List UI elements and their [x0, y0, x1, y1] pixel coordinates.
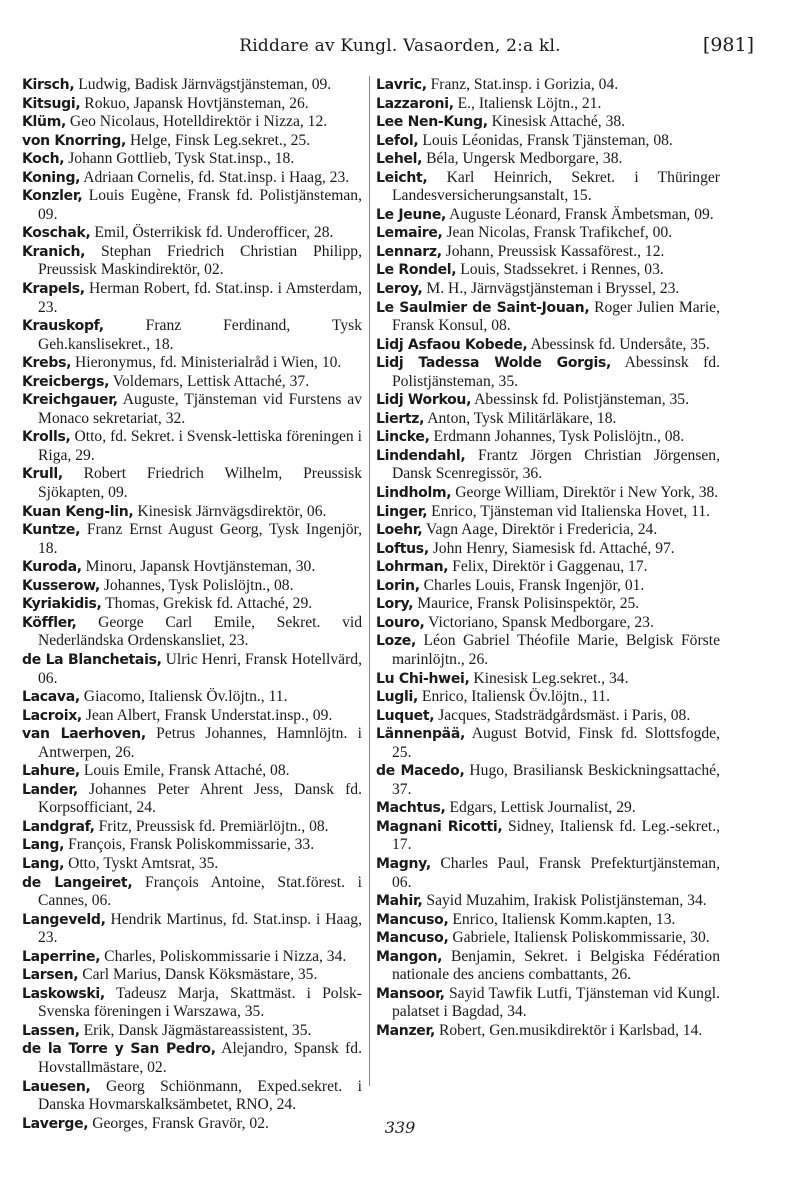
list-item — [22, 1078, 362, 1115]
list-item — [22, 874, 362, 911]
entry-name: Lacava, — [22, 689, 80, 706]
entry-name: Lincke, — [376, 429, 430, 446]
entry-details: E., Italiensk Löjtn., 21. — [453, 94, 602, 112]
entry-name: Le Jeune, — [376, 206, 447, 223]
list-item — [376, 577, 720, 596]
entry-details: Thomas, Grekisk fd. Attaché, 29. — [101, 595, 313, 613]
entry-details: Erik, Dansk Jägmästareassistent, 35. — [79, 1021, 312, 1039]
entry-details: Geo Nicolaus, Hotelldirektör i Nizza, 12. — [66, 113, 328, 131]
list-item — [22, 595, 362, 614]
entry-details: Anton, Tysk Militärläkare, 18. — [424, 409, 617, 427]
entry-name: Kusserow, — [22, 577, 100, 594]
entry-name: Kirsch, — [22, 77, 75, 93]
list-item — [22, 781, 362, 818]
entry-details: Ulric Henri, Fransk Hotellvärd, 06. — [38, 650, 362, 687]
entry-details: Georges, Fransk Gravör, 02. — [88, 1114, 269, 1132]
entry-name: Laperrine, — [22, 948, 101, 965]
list-item — [22, 521, 362, 558]
list-item — [22, 985, 362, 1022]
list-item — [22, 725, 362, 762]
list-item — [22, 762, 362, 781]
list-item — [22, 391, 362, 428]
list-item — [376, 280, 720, 299]
entry-details: John Henry, Siamesisk fd. Attaché, 97. — [428, 539, 675, 557]
list-item — [22, 818, 362, 837]
list-item — [376, 206, 720, 225]
list-item — [376, 948, 720, 985]
entry-name: de Langeiret, — [22, 874, 133, 891]
list-item — [376, 892, 720, 911]
entry-details: Ludwig, Badisk Järnvägstjänsteman, 09. — [74, 76, 332, 93]
entry-name: Larsen, — [22, 967, 79, 984]
entry-name: Mancuso, — [376, 930, 449, 947]
entry-name: Krebs, — [22, 355, 72, 372]
list-item — [376, 95, 720, 114]
entry-name: Langeveld, — [22, 911, 106, 928]
entry-name: Konzler, — [22, 188, 83, 205]
entry-name: Lugli, — [376, 689, 419, 706]
entry-details: Kinesisk Attaché, 38. — [487, 113, 626, 131]
entry-name: Loftus, — [376, 540, 429, 557]
entry-details: Sayid Muzahim, Irakisk Polistjänsteman, 34. — [422, 892, 707, 910]
entry-name: Kitsugi, — [22, 95, 81, 112]
list-item — [22, 95, 362, 114]
entry-details: Abessinsk fd. Undersåte, 35. — [527, 335, 710, 353]
list-item — [376, 911, 720, 930]
entry-details: Erdmann Johannes, Tysk Polislöjtn., 08. — [429, 428, 685, 446]
entry-details: Roger Julien Marie, Fransk Konsul, 08. — [392, 298, 720, 335]
entry-name: Lazzaroni, — [376, 95, 454, 112]
entry-name: Lee Nen-Kung, — [376, 114, 488, 131]
running-title: Riddare av Kungl. Vasaorden, 2:a kl. — [239, 36, 561, 56]
entry-name: Klüm, — [22, 114, 67, 131]
list-item — [376, 929, 720, 948]
entry-details: Giacomo, Italiensk Öv.löjtn., 11. — [79, 688, 288, 706]
list-item — [376, 336, 720, 355]
list-item — [22, 558, 362, 577]
entry-details: Maurice, Fransk Polisinspektör, 25. — [413, 595, 640, 613]
list-item — [22, 651, 362, 688]
list-item — [22, 465, 362, 502]
entry-details: Jacques, Stadsträdgårdsmäst. i Paris, 08. — [434, 706, 691, 724]
list-item — [376, 76, 720, 95]
entry-details: Fritz, Preussisk fd. Premiärlöjtn., 08. — [94, 817, 329, 835]
list-item — [376, 614, 720, 633]
entry-name: de la Torre y San Pedro, — [22, 1041, 216, 1058]
entry-name: Lemaire, — [376, 225, 443, 242]
entry-name: Kreicbergs, — [22, 373, 110, 390]
entry-name: Laverge, — [22, 1115, 89, 1132]
list-item — [22, 707, 362, 726]
list-item — [376, 540, 720, 559]
entry-name: Lindendahl, — [376, 447, 466, 464]
entry-details: Johannes, Tysk Polislöjtn., 08. — [99, 576, 294, 594]
entry-details: Johann, Preussisk Kassaförest., 12. — [441, 242, 665, 260]
entry-name: van Laerhoven, — [22, 726, 146, 743]
entry-details: Kinesisk Järnvägsdirektör, 06. — [133, 502, 327, 520]
list-item — [376, 595, 720, 614]
entry-details: Jean Albert, Fransk Understat.insp., 09. — [81, 706, 333, 724]
entry-details: Frantz Jörgen Christian Jörgensen, Dansk Scenregissör, 36. — [392, 446, 720, 483]
list-item — [22, 1040, 362, 1077]
list-item — [376, 707, 720, 726]
entry-details: Minoru, Japansk Hovtjänsteman, 30. — [81, 558, 316, 576]
list-item — [376, 484, 720, 503]
entry-name: Koschak, — [22, 225, 91, 242]
entry-name: von Knorring, — [22, 132, 127, 149]
list-item — [22, 113, 362, 132]
entry-name: Leicht, — [376, 169, 428, 186]
entry-details: Charles Louis, Fransk Ingenjör, 01. — [419, 576, 645, 594]
entry-details: Hugo, Brasiliansk Beskickningsattaché, 37. — [392, 762, 720, 798]
entry-details: Charles Paul, Fransk Prefekturtjänsteman, 06. — [392, 854, 720, 891]
list-item — [22, 187, 362, 224]
list-item — [376, 985, 720, 1022]
entry-name: Mansoor, — [376, 985, 445, 1002]
entry-details: Otto, Tyskt Amtsrat, 35. — [64, 854, 219, 872]
entry-name: Kranich, — [22, 243, 86, 260]
entry-name: Lidj Asfaou Kobede, — [376, 336, 528, 353]
entry-details: Adriaan Cornelis, fd. Stat.insp. i Haag, 23. — [80, 168, 350, 186]
entry-name: Kreichgauer, — [22, 392, 118, 409]
list-item — [376, 688, 720, 707]
entry-name: de Macedo, — [376, 763, 465, 780]
entry-details: Franz Ferdinand, Tysk Geh.kanslisekret., 18. — [38, 317, 362, 353]
entry-details: Johann Gottlieb, Tysk Stat.insp., 18. — [64, 150, 295, 168]
list-item — [376, 299, 720, 336]
page-number: [981] — [702, 34, 754, 56]
entry-details: Otto, fd. Sekret. i Svensk-lettiska föreningen i Riga, 29. — [38, 428, 362, 464]
list-item — [376, 224, 720, 243]
entry-details: Felix, Direktör i Gaggenau, 17. — [448, 558, 648, 576]
entry-name: Mahir, — [376, 893, 423, 910]
entry-details: Benjamin, Sekret. i Belgiska Fédération nationale des anciens combattants, 26. — [392, 947, 720, 984]
entry-details: Herman Robert, fd. Stat.insp. i Amsterdam, 23. — [38, 280, 362, 316]
entry-name: Manzer, — [376, 1022, 436, 1039]
list-item — [22, 243, 362, 280]
entry-details: Louis Emile, Fransk Attaché, 08. — [79, 762, 290, 780]
entry-name: Leroy, — [376, 281, 423, 298]
list-item — [22, 317, 362, 354]
entry-details: Louis Eugène, Fransk fd. Polistjänsteman, 09. — [38, 187, 362, 223]
entry-name: Krull, — [22, 466, 63, 483]
list-item — [22, 503, 362, 522]
list-item — [22, 966, 362, 985]
list-item — [22, 354, 362, 373]
entry-details: Abessinsk fd. Polistjänsteman, 35. — [471, 391, 690, 409]
entry-details: Auguste Léonard, Fransk Ämbetsman, 09. — [446, 205, 714, 223]
entry-name: Le Saulmier de Saint-Jouan, — [376, 299, 590, 316]
list-item — [376, 521, 720, 540]
entry-name: Lander, — [22, 781, 78, 798]
entry-details: M. H., Järnvägstjänsteman i Bryssel, 23. — [422, 280, 680, 298]
list-item — [376, 632, 720, 669]
entry-name: Landgraf, — [22, 818, 95, 835]
list-item — [376, 762, 720, 799]
entry-details: Franz, Stat.insp. i Gorizia, 04. — [426, 76, 619, 93]
entry-name: de La Blanchetais, — [22, 651, 162, 668]
entry-name: Loehr, — [376, 522, 423, 539]
entry-name: Lännenpää, — [376, 726, 465, 743]
list-item — [22, 169, 362, 188]
entry-name: Köffler, — [22, 614, 77, 631]
entry-details: Stephan Friedrich Christian Philipp, Preussisk Maskindirektör, 02. — [38, 242, 362, 279]
entry-name: Lassen, — [22, 1022, 80, 1039]
entry-name: Machtus, — [376, 800, 446, 817]
entry-name: Laskowski, — [22, 985, 105, 1002]
entry-details: Charles, Poliskommissarie i Nizza, 34. — [100, 947, 347, 965]
list-item — [22, 224, 362, 243]
entry-details: Rokuo, Japansk Hovtjänsteman, 26. — [80, 94, 309, 112]
entry-name: Luquet, — [376, 707, 435, 724]
entry-details: Auguste, Tjänsteman vid Furstens av Monaco sekretariat, 32. — [38, 391, 362, 427]
entry-name: Mancuso, — [376, 911, 449, 928]
entry-name: Kuntze, — [22, 522, 81, 539]
entry-details: Sidney, Italiensk fd. Leg.-sekret., 17. — [392, 817, 720, 854]
list-item — [22, 614, 362, 651]
list-item — [22, 948, 362, 967]
entry-details: Léon Gabriel Théofile Marie, Belgisk Förste marinlöjtn., 26. — [392, 632, 720, 668]
list-item — [376, 725, 720, 762]
list-item — [376, 799, 720, 818]
list-item — [376, 243, 720, 262]
entry-details: Louis Léonidas, Fransk Tjänsteman, 08. — [418, 131, 673, 149]
entry-name: Kuan Keng-lin, — [22, 503, 134, 520]
entry-name: Lu Chi-hwei, — [376, 670, 470, 687]
entry-name: Lorin, — [376, 577, 420, 594]
entry-name: Liertz, — [376, 410, 425, 427]
entry-name: Krolls, — [22, 429, 71, 446]
entry-details: Carl Marius, Dansk Köksmästare, 35. — [78, 966, 318, 984]
entry-name: Lacroix, — [22, 707, 82, 724]
entry-name: Lory, — [376, 596, 414, 613]
list-item — [376, 150, 720, 169]
entry-name: Lohrman, — [376, 559, 449, 576]
list-item — [22, 280, 362, 317]
list-item — [376, 132, 720, 151]
entry-name: Lidj Tadessa Wolde Gorgis, — [376, 355, 612, 372]
list-item — [376, 855, 720, 892]
entry-details: Edgars, Lettisk Journalist, 29. — [445, 799, 636, 817]
entry-name: Magnani Ricotti, — [376, 818, 503, 835]
entry-details: Georg Schiönmann, Exped.sekret. i Danska Hovmarskalksämbetet, RNO, 24. — [38, 1077, 362, 1114]
entry-details: Robert, Gen.musikdirektör i Karlsbad, 14. — [435, 1021, 703, 1039]
entry-name: Loze, — [376, 633, 417, 650]
entry-name: Magny, — [376, 855, 431, 872]
column-divider — [369, 76, 370, 1086]
entry-name: Lennarz, — [376, 243, 442, 260]
list-item — [376, 503, 720, 522]
entry-details: Abessinsk fd. Polistjänsteman, 35. — [392, 354, 720, 390]
entry-details: Voldemars, Lettisk Attaché, 37. — [109, 372, 310, 390]
entry-details: Helge, Finsk Leg.sekret., 25. — [126, 131, 311, 149]
entry-details: Enrico, Italiensk Komm.kapten, 13. — [448, 910, 676, 928]
list-item — [376, 391, 720, 410]
list-item — [22, 1022, 362, 1041]
entry-details: Johannes Peter Ahrent Jess, Dansk fd. Korpsofficiant, 24. — [38, 780, 362, 817]
entry-details: Robert Friedrich Wilhelm, Preussisk Sjökapten, 09. — [38, 465, 362, 502]
list-item — [22, 577, 362, 596]
entry-name: Lidj Workou, — [376, 392, 472, 409]
entry-name: Lefol, — [376, 132, 419, 149]
list-item — [22, 150, 362, 169]
list-item — [376, 428, 720, 447]
entry-details: Enrico, Italiensk Öv.löjtn., 11. — [418, 688, 611, 706]
entry-details: Sayid Tawfik Lutfi, Tjänsteman vid Kungl. palatset i Bagdad, 34. — [392, 984, 720, 1021]
list-item — [22, 688, 362, 707]
entry-name: Mangon, — [376, 948, 443, 965]
left-column — [22, 76, 362, 1133]
entry-details: Gabriele, Italiensk Poliskommissarie, 30. — [448, 929, 710, 947]
entry-name: Lauesen, — [22, 1078, 91, 1095]
right-column — [376, 76, 720, 1040]
entry-name: Lindholm, — [376, 485, 452, 502]
entry-name: Kyriakidis, — [22, 596, 102, 613]
list-item — [376, 670, 720, 689]
entry-name: Lang, — [22, 855, 65, 872]
list-item — [376, 558, 720, 577]
list-item — [376, 113, 720, 132]
entry-details: Karl Heinrich, Sekret. i Thüringer Landesversicherungsanstalt, 15. — [392, 168, 720, 205]
entry-details: Louis, Stadssekret. i Rennes, 03. — [456, 261, 664, 279]
list-item — [376, 818, 720, 855]
list-item — [22, 911, 362, 948]
entry-details: Vagn Aage, Direktör i Fredericia, 24. — [422, 521, 658, 539]
entry-details: Franz Ernst August Georg, Tysk Ingenjör, 18. — [38, 521, 362, 557]
entry-name: Koning, — [22, 169, 81, 186]
entry-name: Kuroda, — [22, 559, 82, 576]
entry-details: Emil, Österrikisk fd. Underofficer, 28. — [90, 224, 334, 242]
entry-details: François Antoine, Stat.förest. i Cannes, 06. — [38, 873, 362, 910]
list-item — [376, 1022, 720, 1041]
entry-details: Alejandro, Spansk fd. Hovstallmästare, 02. — [38, 1040, 362, 1076]
entry-name: Lang, — [22, 837, 65, 854]
entry-details: Hendrik Martinus, fd. Stat.insp. i Haag, 23. — [38, 910, 362, 947]
list-item — [22, 836, 362, 855]
list-item — [22, 132, 362, 151]
list-item — [376, 354, 720, 391]
list-item — [22, 373, 362, 392]
entry-name: Krauskopf, — [22, 318, 104, 335]
list-item — [22, 855, 362, 874]
entry-details: George William, Direktör i New York, 38. — [451, 484, 719, 502]
list-item — [376, 447, 720, 484]
entry-name: Lehel, — [376, 151, 423, 168]
entry-details: Hieronymus, fd. Ministerialråd i Wien, 10. — [71, 354, 342, 372]
entry-name: Lavric, — [376, 77, 427, 93]
list-item — [376, 410, 720, 429]
list-item — [22, 76, 362, 95]
entry-name: Koch, — [22, 151, 65, 168]
entry-details: Enrico, Tjänsteman vid Italienska Hovet, 11. — [427, 502, 711, 520]
list-item — [376, 261, 720, 280]
entry-name: Le Rondel, — [376, 262, 457, 279]
entry-details: Béla, Ungersk Medborgare, 38. — [422, 150, 623, 168]
list-item — [22, 428, 362, 465]
entry-details: Victoriano, Spansk Medborgare, 23. — [424, 613, 654, 631]
list-item — [376, 169, 720, 206]
entry-details: Jean Nicolas, Fransk Trafikchef, 00. — [442, 224, 673, 242]
entry-details: François, Fransk Poliskommissarie, 33. — [64, 836, 315, 854]
entry-details: Tadeusz Marja, Skattmäst. i Polsk-Svenska föreningen i Warszawa, 35. — [38, 984, 362, 1021]
page-header — [0, 36, 800, 66]
footer-page-number: 339 — [384, 1118, 416, 1137]
entry-name: Lahure, — [22, 763, 80, 780]
entry-name: Krapels, — [22, 281, 85, 298]
entry-details: August Botvid, Finsk fd. Slottsfogde, 25. — [392, 725, 720, 761]
entry-name: Louro, — [376, 614, 425, 631]
entry-details: Petrus Johannes, Hamnlöjtn. i Antwerpen, 26. — [38, 725, 362, 761]
entry-details: Kinesisk Leg.sekret., 34. — [469, 669, 629, 687]
entry-details: George Carl Emile, Sekret. vid Nederländska Ordenskansliet, 23. — [38, 613, 362, 650]
entry-name: Linger, — [376, 503, 428, 520]
